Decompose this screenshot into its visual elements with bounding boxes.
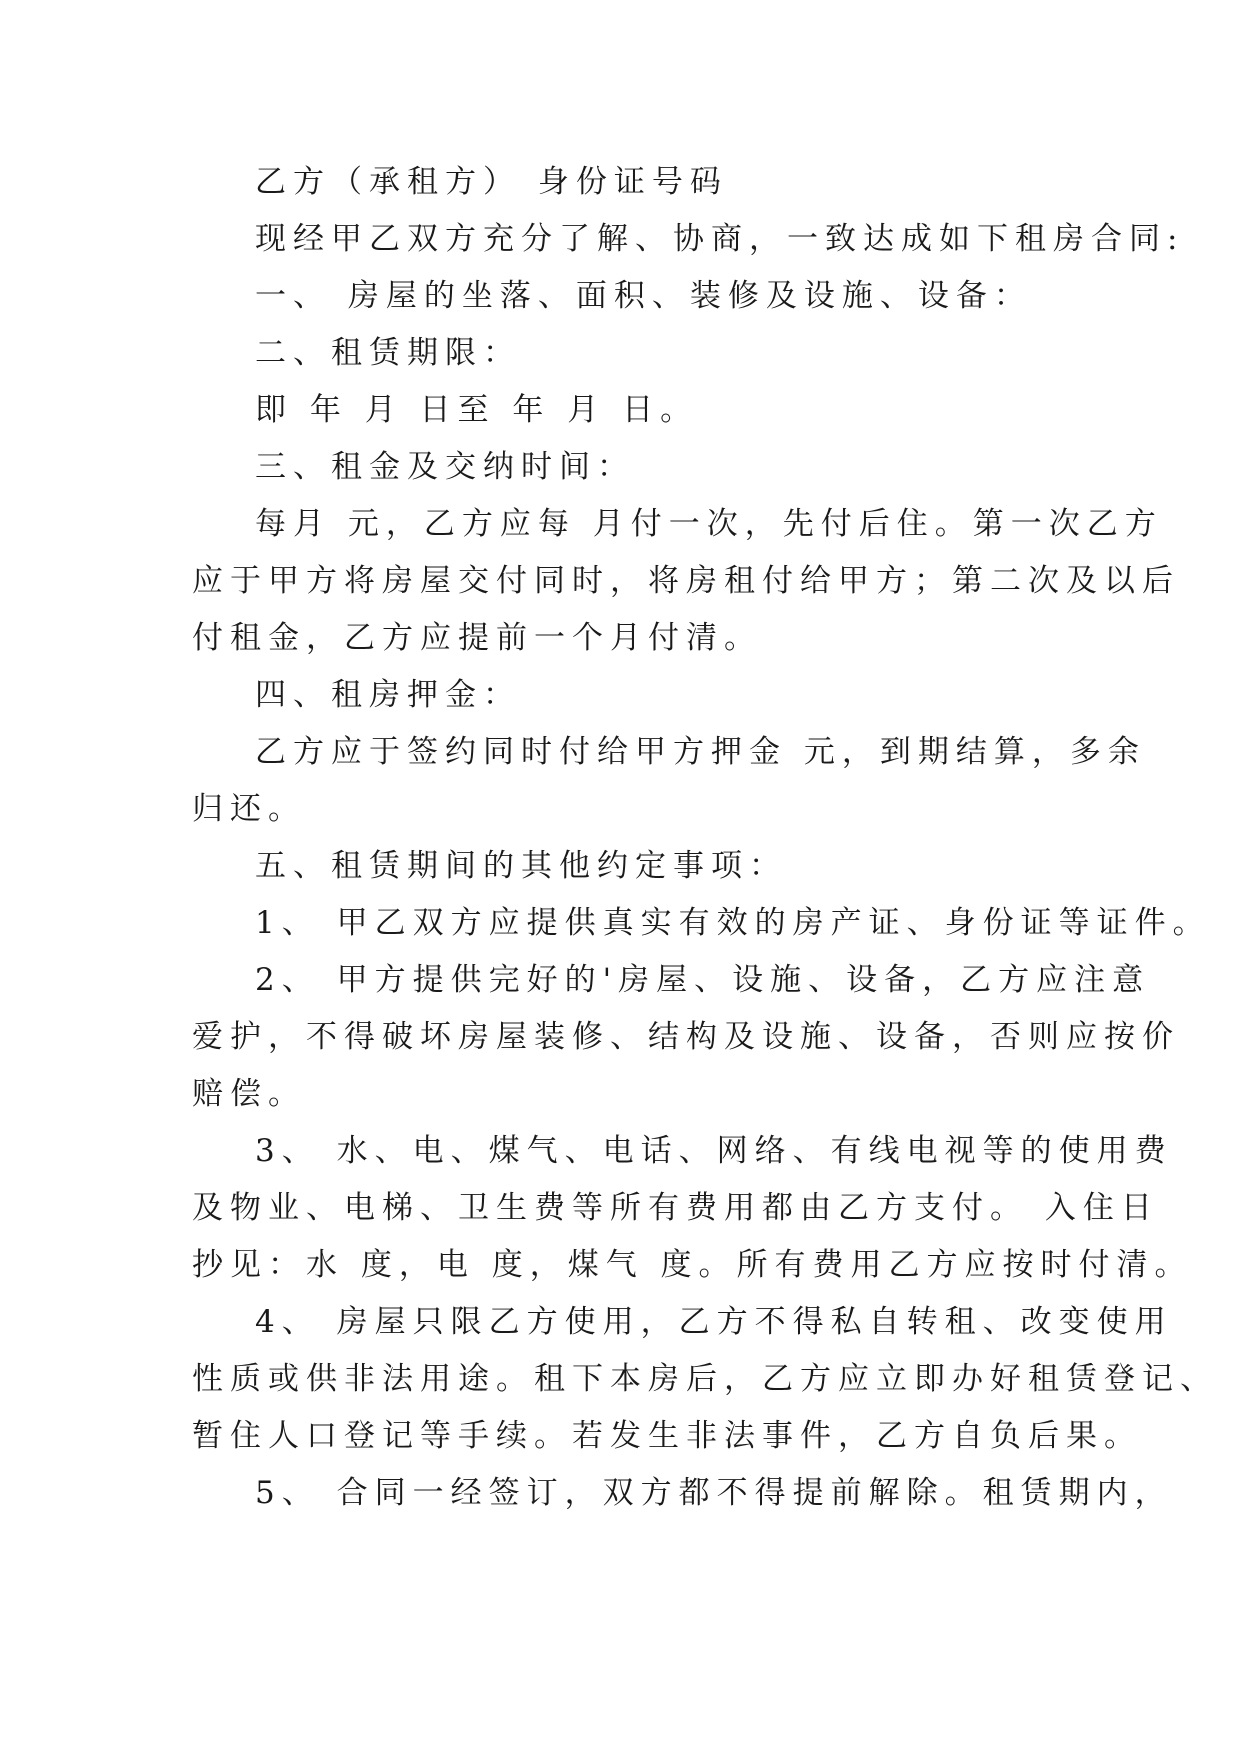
deposit-paragraph-line-1: 乙方应于签约同时付给甲方押金 元，到期结算，多余 — [255, 734, 1146, 770]
deposit-paragraph-line-2: 归还。 — [192, 791, 306, 827]
section-4-heading: 四、租房押金： — [255, 677, 521, 713]
rent-paragraph-line-1: 每月 元，乙方应每 月付一次，先付后住。第一次乙方 — [255, 506, 1163, 542]
rent-paragraph-line-2: 应于甲方将房屋交付同时，将房租付给甲方；第二次及以后 — [192, 563, 1180, 599]
clause-2-line-1: 2、 甲方提供完好的'房屋、设施、设备，乙方应注意 — [255, 962, 1151, 998]
clause-4-line-2: 性质或供非法用途。租下本房后，乙方应立即办好租赁登记、 — [192, 1361, 1218, 1397]
clause-3-line-2: 及物业、电梯、卫生费等所有费用都由乙方支付。 入住日 — [192, 1190, 1159, 1226]
section-1-heading: 一、 房屋的坐落、面积、装修及设施、设备： — [255, 278, 1032, 314]
clause-4-line-1: 4、 房屋只限乙方使用，乙方不得私自转租、改变使用 — [255, 1304, 1173, 1340]
section-5-heading: 五、租赁期间的其他约定事项： — [255, 848, 787, 884]
clause-3-line-3: 抄见：水 度，电 度，煤气 度。所有费用乙方应按时付清。 — [192, 1247, 1193, 1283]
clause-5-line-1: 5、 合同一经签订，双方都不得提前解除。租赁期内， — [255, 1475, 1173, 1511]
section-2-heading: 二、租赁期限： — [255, 335, 521, 371]
lease-term-line: 即 年 月 日至 年 月 日。 — [255, 392, 699, 428]
clause-1-line-1: 1、 甲乙双方应提供真实有效的房产证、身份证等证件。 — [255, 905, 1211, 941]
clause-4-line-3: 暂住人口登记等手续。若发生非法事件，乙方自负后果。 — [192, 1418, 1142, 1454]
clause-3-line-1: 3、 水、电、煤气、电话、网络、有线电视等的使用费 — [255, 1133, 1173, 1169]
tenant-id-line: 乙方（承租方） 身份证号码 — [255, 164, 728, 200]
preamble-line: 现经甲乙双方充分了解、协商，一致达成如下租房合同: — [255, 221, 1185, 257]
section-3-heading: 三、租金及交纳时间： — [255, 449, 635, 485]
rent-paragraph-line-3: 付租金，乙方应提前一个月付清。 — [192, 620, 762, 656]
clause-2-line-3: 赔偿。 — [192, 1076, 306, 1112]
clause-2-line-2: 爱护，不得破坏房屋装修、结构及设施、设备，否则应按价 — [192, 1019, 1180, 1055]
